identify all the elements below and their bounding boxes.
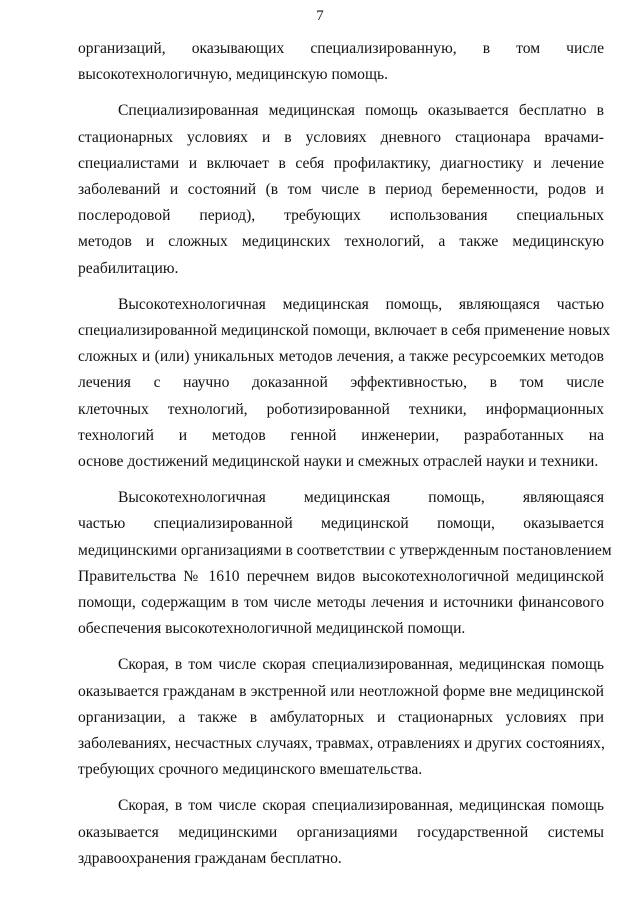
text-line: организаций, оказывающих специализированную, в том числе xyxy=(78,40,604,57)
paragraph-3 xyxy=(78,292,611,475)
text-line: методов и сложных медицинских технологий, а также медицинскую xyxy=(78,233,604,251)
text-line: Скорая, в том числе скорая специализированная, медицинская помощь xyxy=(118,797,604,815)
document-body xyxy=(78,36,612,882)
page-number: 7 xyxy=(316,8,324,24)
text-line: организации, а также в амбулаторных и стационарных условиях при xyxy=(78,708,604,726)
text-line: Высокотехнологичная медицинская помощь, являющаяся xyxy=(118,489,604,507)
text-line: технологий и методов генной инженерии, разработанных на xyxy=(78,426,604,444)
text-line: частью специализированной медицинской помощи, оказывается xyxy=(78,515,604,533)
text-line: Высокотехнологичная медицинская помощь, являющаяся частью xyxy=(118,295,604,313)
text-line: требующих срочного медицинского вмешательства. xyxy=(78,761,423,779)
text-line: Правительства № 1610 перечнем видов высокотехнологичной медицинской xyxy=(78,567,604,585)
text-line: специализированной медицинской помощи, включает в себя применение новых xyxy=(78,322,611,340)
text-line: лечения с научно доказанной эффективностью, в том числе xyxy=(78,374,604,392)
paragraph-2 xyxy=(78,98,604,281)
text-line: сложных и (или) уникальных методов лечения, а также ресурсоемких методов xyxy=(78,348,604,366)
text-line: высокотехнологичную, медицинскую помощь. xyxy=(78,66,388,84)
text-line: оказывается гражданам в экстренной или неотложной форме вне медицинской xyxy=(78,682,604,700)
text-line: реабилитацию. xyxy=(78,259,179,277)
text-line: помощи, содержащим в том числе методы лечения и источники финансового xyxy=(78,594,604,612)
text-line: оказывается медицинскими организациями государственной системы xyxy=(78,823,604,841)
text-line: послеродовой период), требующих использования специальных xyxy=(78,207,604,225)
text-line: заболеваний и состояний (в том числе в период беременности, родов и xyxy=(78,181,604,199)
text-line: Специализированная медицинская помощь оказывается бесплатно в xyxy=(118,102,604,120)
text-line: заболеваниях, несчастных случаях, травмах, отравлениях и других состояниях, xyxy=(78,735,605,753)
text-line: клеточных технологий, роботизированной техники, информационных xyxy=(78,400,604,418)
text-line: специалистами и включает в себя профилактику, диагностику и лечение xyxy=(78,154,604,172)
text-line: обеспечения высокотехнологичной медицинской помощи. xyxy=(78,620,466,638)
text-line: здравоохранения гражданам бесплатно. xyxy=(78,849,342,867)
paragraph-6 xyxy=(78,793,604,872)
text-line: стационарных условиях и в условиях дневного стационара врачами- xyxy=(78,128,604,146)
paragraph-1 xyxy=(78,36,604,88)
paragraph-5 xyxy=(78,652,604,783)
text-line: Скорая, в том числе скорая специализированная, медицинская помощь xyxy=(118,656,604,674)
text-line: медицинскими организациями в соответствии с утвержденным постановлением xyxy=(78,541,612,559)
text-line: основе достижений медицинской науки и смежных отраслей науки и техники. xyxy=(78,453,599,471)
paragraph-4 xyxy=(78,485,612,642)
